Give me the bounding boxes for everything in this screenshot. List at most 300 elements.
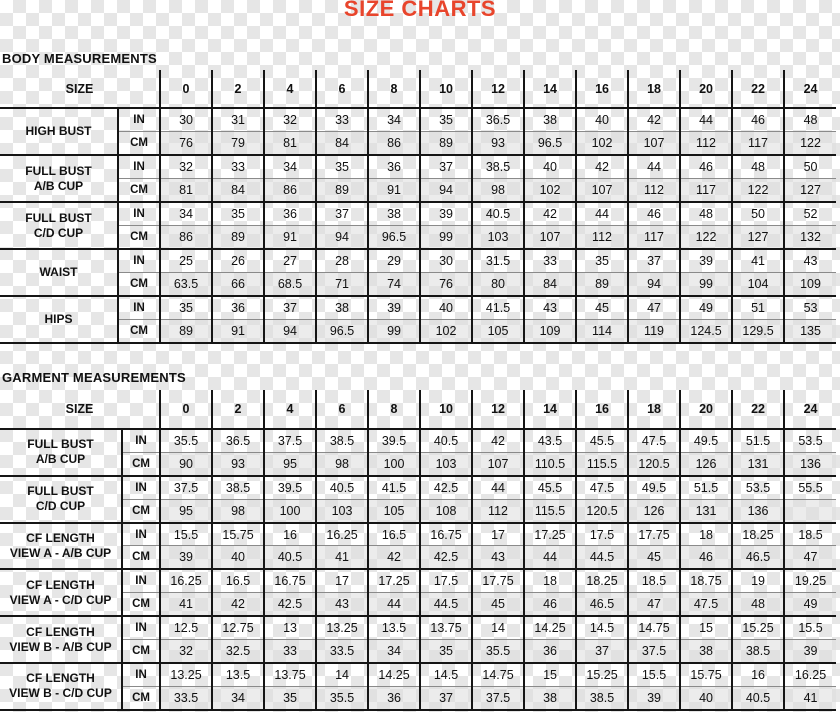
- value-cell: 33: [524, 249, 576, 273]
- size-header-16: 16: [576, 70, 628, 108]
- value-cell: 15.75: [680, 663, 732, 686]
- value-cell: 19: [732, 569, 784, 592]
- value-cell: 105: [368, 499, 420, 522]
- table-row: [0, 569, 836, 592]
- size-header-14: 14: [524, 70, 576, 108]
- size-header-12: 12: [472, 70, 524, 108]
- value-cell: 17: [472, 523, 524, 546]
- value-cell: 30: [420, 249, 472, 273]
- value-cell: 32: [264, 108, 316, 132]
- value-cell: 16.25: [316, 523, 368, 546]
- value-cell: 81: [160, 179, 212, 203]
- value-cell: 52: [784, 202, 836, 226]
- value-cell: 44: [524, 546, 576, 569]
- value-cell: 122: [784, 132, 836, 156]
- unit-label-cm: CM: [122, 546, 160, 569]
- unit-label-cm: CM: [118, 226, 160, 250]
- value-cell: 15.25: [732, 616, 784, 639]
- value-cell: 95: [160, 499, 212, 522]
- value-cell: 53.5: [784, 429, 836, 452]
- value-cell: 42: [472, 429, 524, 452]
- header-row: [0, 70, 836, 108]
- size-header-6: 6: [316, 70, 368, 108]
- table-row: [0, 320, 836, 344]
- value-cell: 99: [680, 273, 732, 297]
- value-cell: 31.5: [472, 249, 524, 273]
- value-cell: 50: [784, 155, 836, 179]
- value-cell: 42: [628, 108, 680, 132]
- value-cell: 49: [680, 296, 732, 320]
- size-header-8: 8: [368, 390, 420, 429]
- value-cell: 103: [472, 226, 524, 250]
- size-header-10: 10: [420, 390, 472, 429]
- value-cell: 131: [732, 452, 784, 475]
- unit-label-in: IN: [122, 429, 160, 452]
- value-cell: 18.5: [784, 523, 836, 546]
- value-cell: 46: [524, 593, 576, 616]
- value-cell: 28: [316, 249, 368, 273]
- value-cell: 38.5: [732, 640, 784, 663]
- value-cell: 14.5: [576, 616, 628, 639]
- value-cell: 89: [160, 320, 212, 344]
- value-cell: 107: [524, 226, 576, 250]
- value-cell: 38.5: [316, 429, 368, 452]
- row-label: FULL BUST C/D CUP: [0, 476, 122, 523]
- value-cell: 107: [576, 179, 628, 203]
- value-cell: 41.5: [368, 476, 420, 499]
- value-cell: 91: [368, 179, 420, 203]
- value-cell: 99: [368, 320, 420, 344]
- value-cell: 16.5: [212, 569, 264, 592]
- value-cell: 51: [732, 296, 784, 320]
- value-cell: 129.5: [732, 320, 784, 344]
- value-cell: 35: [420, 108, 472, 132]
- value-cell: 14.75: [628, 616, 680, 639]
- value-cell: 112: [680, 132, 732, 156]
- size-header-0: 0: [160, 70, 212, 108]
- unit-label-cm: CM: [118, 273, 160, 297]
- value-cell: 33: [264, 640, 316, 663]
- table-row: [0, 663, 836, 686]
- value-cell: 35: [576, 249, 628, 273]
- value-cell: 35: [316, 155, 368, 179]
- value-cell: 45: [628, 546, 680, 569]
- value-cell: 42.5: [420, 476, 472, 499]
- value-cell: 30: [160, 108, 212, 132]
- value-cell: 37: [628, 249, 680, 273]
- value-cell: 43: [784, 249, 836, 273]
- value-cell: 41: [160, 593, 212, 616]
- table-row: [0, 546, 836, 569]
- value-cell: 89: [576, 273, 628, 297]
- table-row: [0, 429, 836, 452]
- row-label: FULL BUST A/B CUP: [0, 429, 122, 476]
- value-cell: 109: [524, 320, 576, 344]
- value-cell: 37: [264, 296, 316, 320]
- value-cell: 51.5: [732, 429, 784, 452]
- value-cell: 37: [316, 202, 368, 226]
- value-cell: 94: [316, 226, 368, 250]
- value-cell: 18.75: [680, 569, 732, 592]
- value-cell: 16.5: [368, 523, 420, 546]
- value-cell: 35.5: [316, 686, 368, 709]
- table-row: [0, 452, 836, 475]
- value-cell: 38: [524, 108, 576, 132]
- value-cell: 36: [368, 155, 420, 179]
- value-cell: 32: [160, 640, 212, 663]
- value-cell: 13.25: [316, 616, 368, 639]
- value-cell: 34: [212, 686, 264, 709]
- unit-label-in: IN: [118, 249, 160, 273]
- value-cell: 120.5: [576, 499, 628, 522]
- table-row: [0, 686, 836, 709]
- value-cell: 16.25: [784, 663, 836, 686]
- value-cell: 42: [576, 155, 628, 179]
- value-cell: 103: [420, 452, 472, 475]
- value-cell: 16.75: [264, 569, 316, 592]
- value-cell: 14: [472, 616, 524, 639]
- value-cell: 15: [680, 616, 732, 639]
- value-cell: 44: [680, 108, 732, 132]
- value-cell: 44: [628, 155, 680, 179]
- value-cell: 124.5: [680, 320, 732, 344]
- value-cell: 46: [732, 108, 784, 132]
- value-cell: 12.5: [160, 616, 212, 639]
- value-cell: 51.5: [680, 476, 732, 499]
- value-cell: 36.5: [212, 429, 264, 452]
- value-cell: 13.5: [368, 616, 420, 639]
- value-cell: 37.5: [264, 429, 316, 452]
- value-cell: 93: [212, 452, 264, 475]
- unit-label-cm: CM: [118, 320, 160, 344]
- value-cell: 32.5: [212, 640, 264, 663]
- value-cell: 86: [160, 226, 212, 250]
- value-cell: 48: [680, 202, 732, 226]
- value-cell: 89: [316, 179, 368, 203]
- value-cell: 17.75: [628, 523, 680, 546]
- row-label: FULL BUST A/B CUP: [0, 155, 118, 202]
- unit-label-in: IN: [122, 569, 160, 592]
- value-cell: 68.5: [264, 273, 316, 297]
- value-cell: 40: [680, 686, 732, 709]
- value-cell: 37.5: [628, 640, 680, 663]
- value-cell: 46: [680, 546, 732, 569]
- value-cell: 17.25: [524, 523, 576, 546]
- value-cell: 39: [368, 296, 420, 320]
- size-header-18: 18: [628, 390, 680, 429]
- value-cell: 37: [420, 686, 472, 709]
- value-cell: 35: [160, 296, 212, 320]
- value-cell: 16.25: [160, 569, 212, 592]
- body-measurements-table: [0, 70, 836, 344]
- header-row: [0, 390, 836, 429]
- table-row: [0, 296, 836, 320]
- value-cell: 26: [212, 249, 264, 273]
- value-cell: 117: [628, 226, 680, 250]
- unit-label-in: IN: [118, 108, 160, 132]
- unit-label-cm: CM: [122, 593, 160, 616]
- value-cell: 80: [472, 273, 524, 297]
- value-cell: 40: [524, 155, 576, 179]
- value-cell: 45: [472, 593, 524, 616]
- value-cell: 39: [160, 546, 212, 569]
- unit-label-in: IN: [118, 296, 160, 320]
- value-cell: 15.75: [212, 523, 264, 546]
- value-cell: 39.5: [368, 429, 420, 452]
- table-row: [0, 249, 836, 273]
- unit-label-in: IN: [122, 476, 160, 499]
- value-cell: 48: [732, 593, 784, 616]
- size-header-10: 10: [420, 70, 472, 108]
- size-header-14: 14: [524, 390, 576, 429]
- row-label: CF LENGTH VIEW B - C/D CUP: [0, 663, 122, 710]
- value-cell: 14.25: [368, 663, 420, 686]
- value-cell: 17.25: [368, 569, 420, 592]
- value-cell: 135: [784, 320, 836, 344]
- value-cell: 38: [524, 686, 576, 709]
- value-cell: 96.5: [316, 320, 368, 344]
- value-cell: 110.5: [524, 452, 576, 475]
- value-cell: 43.5: [524, 429, 576, 452]
- value-cell: 41: [784, 686, 836, 709]
- size-header-20: 20: [680, 390, 732, 429]
- value-cell: 95: [264, 452, 316, 475]
- size-header-4: 4: [264, 390, 316, 429]
- size-label: SIZE: [0, 70, 160, 108]
- value-cell: 46.5: [732, 546, 784, 569]
- row-label: HIPS: [0, 296, 118, 343]
- value-cell: 34: [368, 108, 420, 132]
- value-cell: 18: [680, 523, 732, 546]
- value-cell: 55.5: [784, 476, 836, 499]
- value-cell: 107: [472, 452, 524, 475]
- value-cell: 44.5: [576, 546, 628, 569]
- value-cell: 96.5: [368, 226, 420, 250]
- value-cell: 49.5: [680, 429, 732, 452]
- value-cell: 40.5: [264, 546, 316, 569]
- value-cell: 136: [732, 499, 784, 522]
- value-cell: 39: [420, 202, 472, 226]
- value-cell: 19.25: [784, 569, 836, 592]
- value-cell: 76: [160, 132, 212, 156]
- value-cell: 37: [576, 640, 628, 663]
- value-cell: 81: [264, 132, 316, 156]
- row-label: HIGH BUST: [0, 108, 118, 155]
- value-cell: 16: [264, 523, 316, 546]
- value-cell: 47.5: [680, 593, 732, 616]
- row-label: WAIST: [0, 249, 118, 296]
- value-cell: 15.5: [160, 523, 212, 546]
- size-header-2: 2: [212, 390, 264, 429]
- value-cell: 115.5: [576, 452, 628, 475]
- value-cell: 100: [264, 499, 316, 522]
- value-cell: 47: [628, 296, 680, 320]
- value-cell: 13.75: [420, 616, 472, 639]
- value-cell: 36: [264, 202, 316, 226]
- value-cell: 46: [680, 155, 732, 179]
- value-cell: 43: [316, 593, 368, 616]
- unit-label-cm: CM: [122, 452, 160, 475]
- value-cell: 100: [368, 452, 420, 475]
- value-cell: 33.5: [160, 686, 212, 709]
- row-label: CF LENGTH VIEW A - A/B CUP: [0, 523, 122, 570]
- value-cell: 44: [576, 202, 628, 226]
- table-row: [0, 499, 836, 522]
- value-cell: 37.5: [160, 476, 212, 499]
- size-header-22: 22: [732, 70, 784, 108]
- value-cell: 122: [732, 179, 784, 203]
- value-cell: 44.5: [420, 593, 472, 616]
- value-cell: 37: [420, 155, 472, 179]
- table-row: [0, 273, 836, 297]
- value-cell: 47.5: [628, 429, 680, 452]
- value-cell: 18.5: [628, 569, 680, 592]
- value-cell: 17.75: [472, 569, 524, 592]
- value-cell: 44: [368, 593, 420, 616]
- value-cell: 94: [420, 179, 472, 203]
- value-cell: 16.75: [420, 523, 472, 546]
- value-cell: 13.75: [264, 663, 316, 686]
- value-cell: 35.5: [472, 640, 524, 663]
- value-cell: 86: [264, 179, 316, 203]
- value-cell: 93: [472, 132, 524, 156]
- value-cell: 40: [212, 546, 264, 569]
- value-cell: 122: [680, 226, 732, 250]
- value-cell: 127: [732, 226, 784, 250]
- value-cell: 36.5: [472, 108, 524, 132]
- value-cell: 33: [316, 108, 368, 132]
- value-cell: 39: [628, 686, 680, 709]
- size-header-2: 2: [212, 70, 264, 108]
- value-cell: 42: [212, 593, 264, 616]
- value-cell: 16: [732, 663, 784, 686]
- value-cell: 45.5: [524, 476, 576, 499]
- value-cell: 43: [524, 296, 576, 320]
- value-cell: 115.5: [524, 499, 576, 522]
- value-cell: 38: [680, 640, 732, 663]
- value-cell: 48: [784, 108, 836, 132]
- value-cell: 90: [160, 452, 212, 475]
- row-label: FULL BUST C/D CUP: [0, 202, 118, 249]
- value-cell: 34: [160, 202, 212, 226]
- value-cell: 94: [628, 273, 680, 297]
- table-row: [0, 226, 836, 250]
- value-cell: 89: [420, 132, 472, 156]
- value-cell: 40: [576, 108, 628, 132]
- size-header-8: 8: [368, 70, 420, 108]
- table-row: [0, 476, 836, 499]
- size-header-16: 16: [576, 390, 628, 429]
- unit-label-cm: CM: [122, 640, 160, 663]
- value-cell: 98: [316, 452, 368, 475]
- value-cell: 35: [264, 686, 316, 709]
- value-cell: 42: [524, 202, 576, 226]
- value-cell: 36: [368, 686, 420, 709]
- table-row: [0, 202, 836, 226]
- value-cell: 98: [472, 179, 524, 203]
- row-label: CF LENGTH VIEW B - A/B CUP: [0, 616, 122, 663]
- unit-label-cm: CM: [118, 179, 160, 203]
- value-cell: 89: [212, 226, 264, 250]
- table-row: [0, 593, 836, 616]
- value-cell: 109: [784, 273, 836, 297]
- value-cell: 112: [576, 226, 628, 250]
- value-cell: 14: [316, 663, 368, 686]
- table-row: [0, 132, 836, 156]
- value-cell: 14.5: [420, 663, 472, 686]
- value-cell: 17: [316, 569, 368, 592]
- value-cell: 18.25: [732, 523, 784, 546]
- body-measurements-title: BODY MEASUREMENTS: [2, 51, 157, 66]
- value-cell: 18: [524, 569, 576, 592]
- value-cell: 91: [264, 226, 316, 250]
- value-cell: 31: [212, 108, 264, 132]
- value-cell: 47: [628, 593, 680, 616]
- value-cell: 14.75: [472, 663, 524, 686]
- value-cell: 32: [160, 155, 212, 179]
- value-cell: 79: [212, 132, 264, 156]
- value-cell: 36: [212, 296, 264, 320]
- value-cell: 44: [472, 476, 524, 499]
- value-cell: 41: [316, 546, 368, 569]
- value-cell: 112: [472, 499, 524, 522]
- value-cell: 14.25: [524, 616, 576, 639]
- size-header-4: 4: [264, 70, 316, 108]
- value-cell: 42: [368, 546, 420, 569]
- table-row: [0, 108, 836, 132]
- value-cell: 74: [368, 273, 420, 297]
- garment-measurements-table: [0, 390, 836, 711]
- size-label: SIZE: [0, 390, 160, 429]
- value-cell: 33.5: [316, 640, 368, 663]
- value-cell: 38.5: [212, 476, 264, 499]
- size-header-20: 20: [680, 70, 732, 108]
- value-cell: 98: [212, 499, 264, 522]
- page-title: SIZE CHARTS: [343, 0, 497, 21]
- value-cell: 117: [732, 132, 784, 156]
- size-header-18: 18: [628, 70, 680, 108]
- value-cell: 84: [212, 179, 264, 203]
- value-cell: 38: [368, 202, 420, 226]
- size-header-0: 0: [160, 390, 212, 429]
- value-cell: 27: [264, 249, 316, 273]
- value-cell: 96.5: [524, 132, 576, 156]
- value-cell: 107: [628, 132, 680, 156]
- value-cell: 47: [784, 546, 836, 569]
- value-cell: 38.5: [472, 155, 524, 179]
- table-row: [0, 523, 836, 546]
- value-cell: [784, 499, 836, 522]
- size-header-24: 24: [784, 390, 836, 429]
- table-row: [0, 155, 836, 179]
- value-cell: 120.5: [628, 452, 680, 475]
- unit-label-in: IN: [122, 663, 160, 686]
- value-cell: 39.5: [264, 476, 316, 499]
- table-row: [0, 640, 836, 663]
- value-cell: 53.5: [732, 476, 784, 499]
- value-cell: 104: [732, 273, 784, 297]
- value-cell: 41: [732, 249, 784, 273]
- unit-label-cm: CM: [122, 499, 160, 522]
- value-cell: 45: [576, 296, 628, 320]
- value-cell: 39: [784, 640, 836, 663]
- value-cell: 84: [524, 273, 576, 297]
- unit-label-in: IN: [118, 202, 160, 226]
- value-cell: 40.5: [420, 429, 472, 452]
- value-cell: 13: [264, 616, 316, 639]
- row-label: CF LENGTH VIEW A - C/D CUP: [0, 569, 122, 616]
- unit-label-in: IN: [118, 155, 160, 179]
